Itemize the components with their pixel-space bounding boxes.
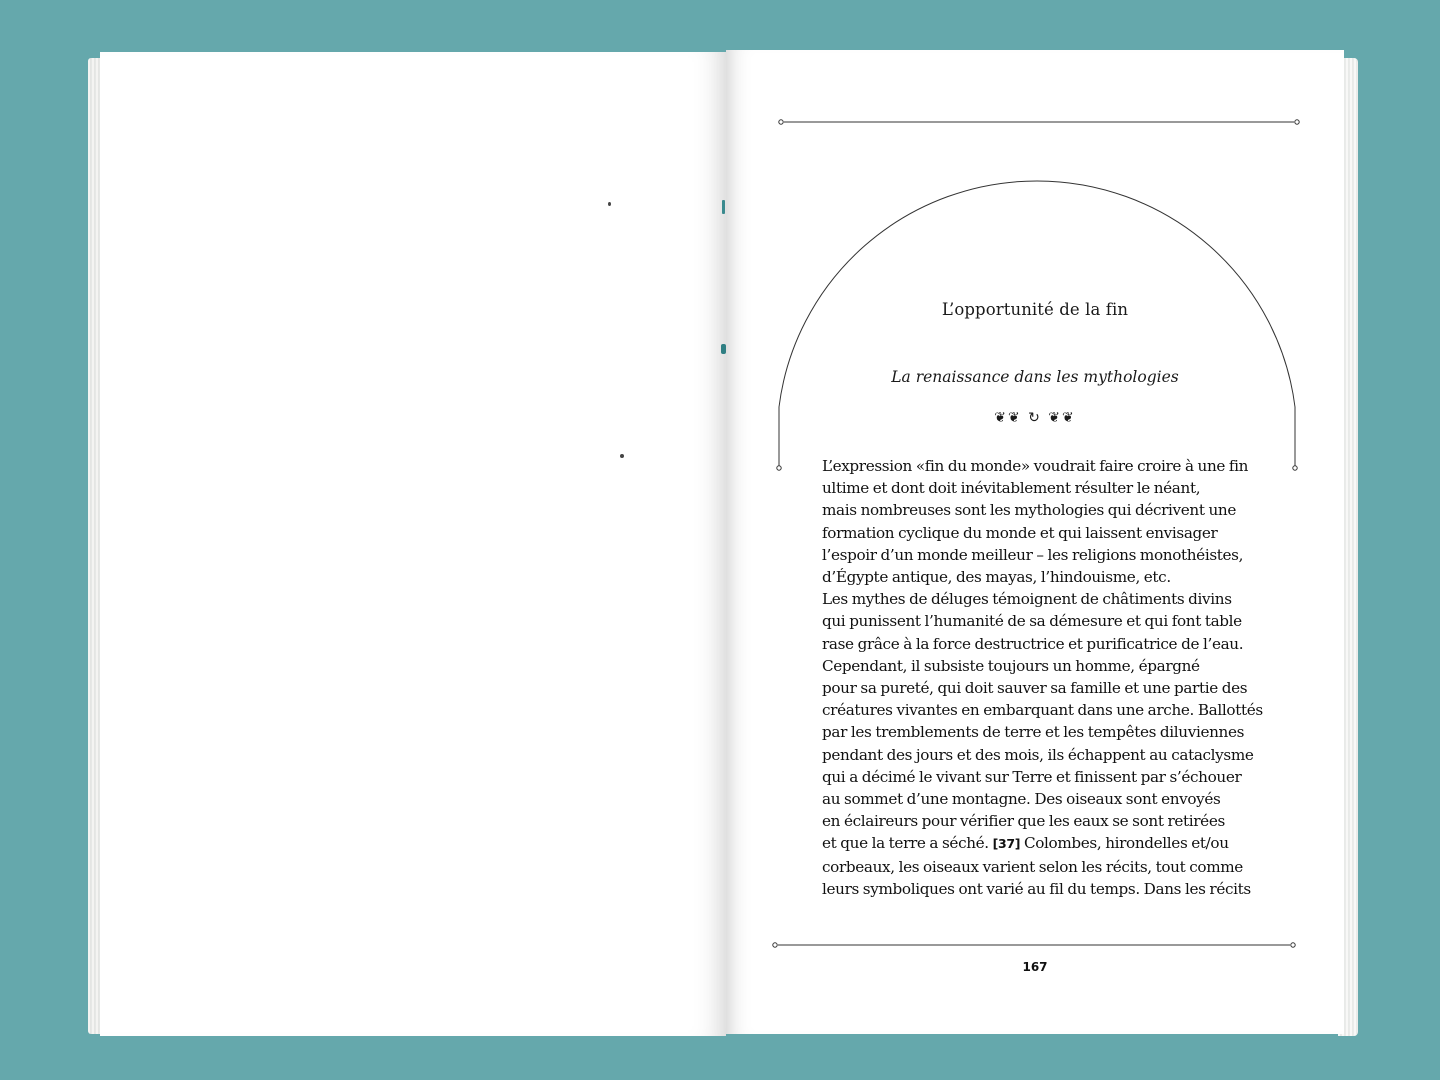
text-line-with-reference	[822, 832, 1254, 855]
reference-marker: [37]	[992, 836, 1021, 852]
left-page-blank	[100, 52, 726, 1036]
paper-speck	[608, 202, 611, 206]
text-line: pour sa pureté, qui doit sauver sa famille et une partie des	[822, 679, 1248, 698]
body-paragraph	[822, 455, 1263, 900]
text-line: rase grâce à la force destructrice et purificatrice de l’eau.	[822, 634, 1244, 653]
binding-mark	[722, 200, 725, 214]
text-line: par les tremblements de terre et les tempêtes diluviennes	[822, 723, 1245, 742]
text-line: corbeaux, les oiseaux varient selon les récits, tout comme	[822, 857, 1243, 876]
text-fragment: et que la terre a séché.	[822, 834, 989, 853]
text-line: qui punissent l’humanité de sa démesure et qui font table	[822, 612, 1242, 631]
text-line: L’expression «fin du monde» voudrait faire croire à une fin	[822, 457, 1249, 475]
fleuron-ornament: ❦❦ ↻ ❦❦	[994, 410, 1076, 426]
text-line: Les mythes de déluges témoignent de châtiments divins	[822, 590, 1232, 609]
text-line: l’espoir d’un monde meilleur – les religions monothéistes,	[822, 545, 1244, 564]
chapter-title: L’opportunité de la fin	[941, 300, 1129, 319]
right-page	[726, 50, 1344, 1034]
page-number: 167	[1022, 960, 1048, 974]
text-fragment: Colombes, hirondelles et/ou	[1023, 834, 1229, 853]
text-line: mais nombreuses sont les mythologies qui décrivent une	[822, 501, 1236, 520]
text-line: leurs symboliques ont varié au fil du temps. Dans les récits	[822, 879, 1251, 898]
paper-speck	[620, 454, 624, 458]
section-title: La renaissance dans les mythologies	[891, 368, 1179, 386]
text-line: en éclaireurs pour vérifier que les eaux se sont retirées	[822, 812, 1225, 831]
text-line: au sommet d’une montagne. Des oiseaux sont envoyés	[822, 790, 1221, 809]
text-line: créatures vivantes en embarquant dans une arche. Ballottés	[822, 701, 1263, 720]
text-line: qui a décimé le vivant sur Terre et finissent par s’échouer	[822, 767, 1242, 786]
text-line: pendant des jours et des mois, ils échappent au cataclysme	[822, 745, 1254, 764]
text-line: ultime et dont doit inévitablement résulter le néant,	[822, 479, 1201, 498]
text-line: formation cyclique du monde et qui laissent envisager	[822, 523, 1218, 542]
text-line: Cependant, il subsiste toujours un homme, épargné	[822, 656, 1200, 675]
text-line: d’Égypte antique, des mayas, l’hindouisme, etc.	[822, 568, 1171, 587]
